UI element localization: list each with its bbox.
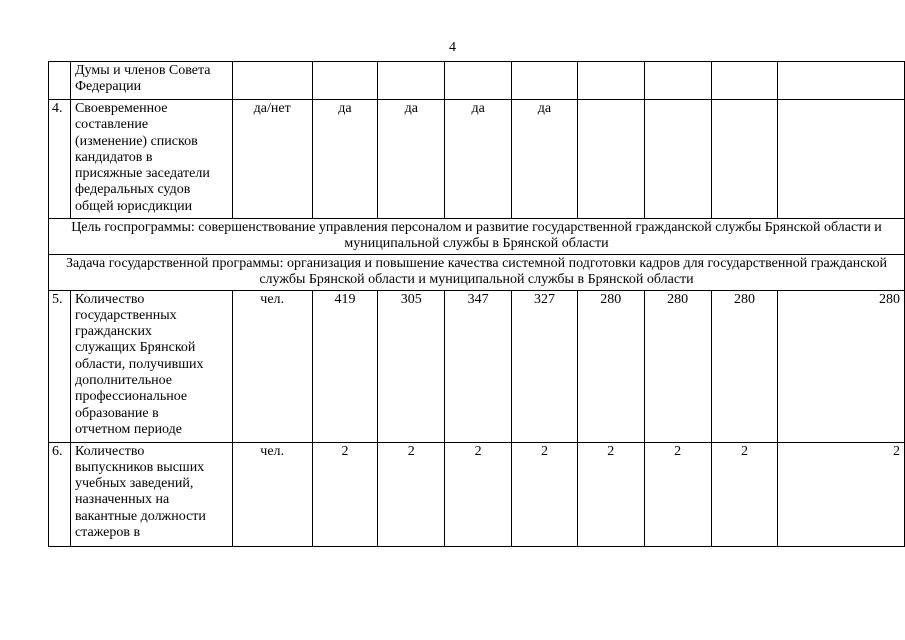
indicator-line: профессиональное (74, 389, 188, 405)
indicator-line: Количество (74, 291, 145, 307)
value-cell (312, 62, 378, 100)
indicator-name (70, 100, 232, 219)
value-cell: да (512, 100, 578, 219)
indicator-line: гражданских (74, 324, 152, 340)
value-cell: да (445, 100, 512, 219)
indicator-line: выпускников высших (74, 459, 205, 475)
table-row (49, 100, 905, 219)
indicator-line: Количество (74, 443, 145, 459)
table-banner-row (49, 219, 905, 255)
value-cell: 347 (445, 290, 512, 442)
indicator-line: (изменение) списков (74, 133, 198, 149)
value-cell: да (312, 100, 378, 219)
value-cell: 419 (312, 290, 378, 442)
value-cell: 327 (512, 290, 578, 442)
indicator-line: составление (74, 117, 149, 133)
value-cell (778, 62, 905, 100)
value-cell (711, 100, 778, 219)
value-cell: 2 (378, 442, 445, 546)
value-cell: 2 (577, 442, 644, 546)
indicator-line: отчетном периоде (74, 421, 182, 437)
unit-of-measure: чел. (232, 290, 312, 442)
indicator-line: назначенных на (74, 492, 170, 508)
unit-of-measure: чел. (232, 442, 312, 546)
value-cell (644, 62, 711, 100)
table-row (49, 62, 905, 100)
value-cell (512, 62, 578, 100)
value-cell: 280 (644, 290, 711, 442)
indicator-line: Своевременное (74, 101, 168, 116)
indicator-line: служащих Брянской (74, 340, 196, 356)
value-cell (778, 100, 905, 219)
section-heading: Цель госпрограммы: совершенствование управления персоналом и развитие государственной гражданской службы Брянской области и муниципальной службы в Брянской области (49, 219, 905, 255)
value-cell: 2 (512, 442, 578, 546)
value-cell (644, 100, 711, 219)
indicator-line: области, получивших (74, 356, 204, 372)
section-heading: Задача государственной программы: организация и повышение качества системной подготовки кадров для государственной гражданской службы Брянской области и муниципальной службы в Брянской области (49, 254, 905, 290)
table-row (49, 290, 905, 442)
page-number: 4 (449, 40, 456, 55)
indicator-line: присяжные заседатели (74, 166, 210, 182)
value-cell: 305 (378, 290, 445, 442)
value-cell: 2 (644, 442, 711, 546)
value-cell: да (378, 100, 445, 219)
value-cell (445, 62, 512, 100)
table-row (49, 442, 905, 546)
indicators-table (48, 61, 905, 547)
indicator-name (70, 62, 232, 100)
indicator-line: учебных заведений, (74, 476, 194, 492)
indicator-name (70, 442, 232, 546)
value-cell: 2 (312, 442, 378, 546)
indicator-line: стажеров в (74, 525, 141, 541)
indicator-line: общей юрисдикции (74, 198, 193, 214)
value-cell: 2 (445, 442, 512, 546)
indicator-line: вакантные должности (74, 508, 206, 524)
table-banner-row (49, 254, 905, 290)
table-body (49, 62, 905, 547)
indicator-line: Федерации (74, 79, 142, 95)
row-number: 5. (49, 290, 71, 442)
indicator-line: государственных (74, 307, 177, 323)
value-cell: 280 (711, 290, 778, 442)
value-cell: 280 (577, 290, 644, 442)
value-cell: 280 (778, 290, 905, 442)
unit-of-measure: да/нет (232, 100, 312, 219)
value-cell (577, 100, 644, 219)
row-number: 6. (49, 442, 71, 546)
indicator-line: дополнительное (74, 373, 172, 389)
indicator-line: Думы и членов Совета (74, 63, 211, 78)
unit-of-measure (232, 62, 312, 100)
indicator-line: федеральных судов (74, 182, 191, 198)
value-cell (577, 62, 644, 100)
value-cell (378, 62, 445, 100)
indicators-table-container (48, 61, 905, 547)
value-cell (711, 62, 778, 100)
value-cell: 2 (711, 442, 778, 546)
indicator-line: кандидатов в (74, 149, 153, 165)
indicator-line: образование в (74, 405, 159, 421)
value-cell: 2 (778, 442, 905, 546)
indicator-name (70, 290, 232, 442)
row-number (49, 62, 71, 100)
row-number: 4. (49, 100, 71, 219)
